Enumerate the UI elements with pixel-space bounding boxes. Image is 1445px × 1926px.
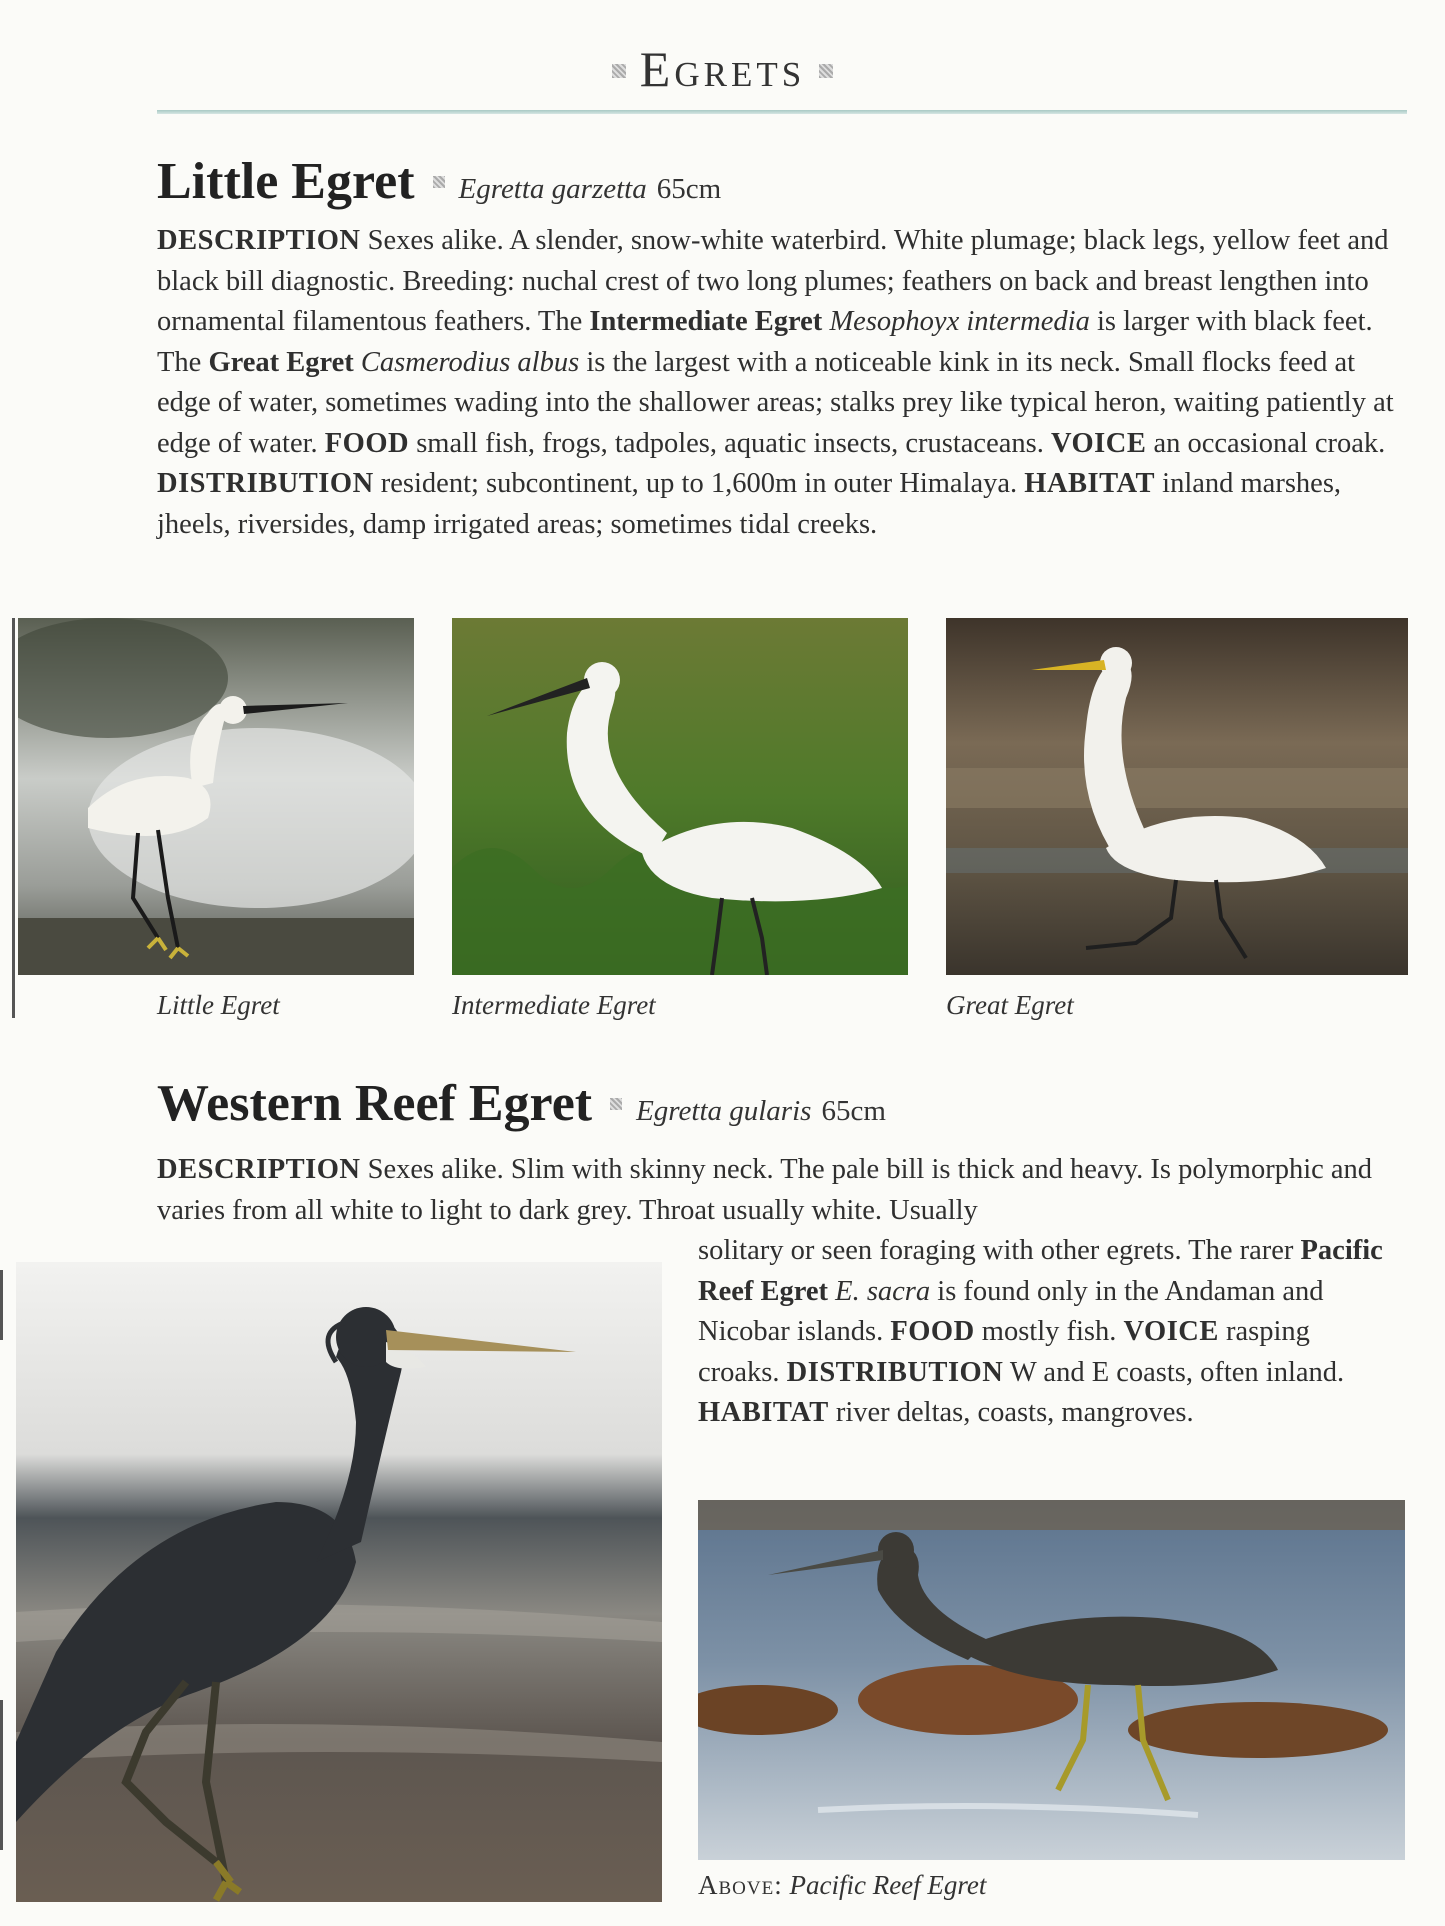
- description-text: is the largest with a noticeable kink in its neck. Small flocks feed at edge of water, sometimes wading into the shallower areas; stalks prey like typical heron, waiting patiently at edge of water.: [157, 346, 1394, 459]
- species-scientific-name: Egretta gularis: [636, 1095, 812, 1127]
- caption-text: Pacific Reef Egret: [789, 1870, 987, 1900]
- photo-pacific-reef-egret: [698, 1500, 1405, 1860]
- species-common-name: Western Reef Egret: [157, 1075, 593, 1132]
- description-text: solitary or seen foraging with other egrets. The rarer: [698, 1235, 1301, 1266]
- intermediate-egret-sci: Mesophoyx intermedia: [829, 306, 1090, 337]
- distribution-text: W and E coasts, often inland.: [1003, 1356, 1345, 1388]
- ornament-icon: [819, 64, 833, 78]
- description-text: is found only in the Andaman and Nicobar islands.: [698, 1275, 1324, 1347]
- great-egret-name: Great Egret: [208, 346, 354, 378]
- label-distribution: DISTRIBUTION: [157, 468, 374, 499]
- page-header: [0, 40, 1445, 98]
- photo-great-egret: [946, 618, 1408, 975]
- description-text: Sexes alike. A slender, snow-white waterbird. White plumage; black legs, yellow feet and black bill diagnostic. Breeding: nuchal crest of two long plumes; feathers on back and breast lengthen into ornamental filamentous feathers. The: [157, 225, 1389, 337]
- habitat-text: river deltas, coasts, mangroves.: [828, 1397, 1194, 1428]
- western-reef-egret-description-intro: [157, 1150, 1409, 1231]
- food-text: small fish, frogs, tadpoles, aquatic insects, crustaceans.: [409, 427, 1051, 459]
- ornament-icon: [433, 176, 445, 188]
- page-edge: [12, 618, 15, 1018]
- intermediate-egret-name: Intermediate Egret: [589, 306, 823, 337]
- label-description: DESCRIPTION: [157, 225, 361, 256]
- description-text: Sexes alike. Slim with skinny neck. The pale bill is thick and heavy. Is polymorphic and varies from all white to light to dark grey. Throat usually white. Usually: [157, 1154, 1373, 1226]
- caption-great-egret: Great Egret: [946, 990, 1074, 1020]
- caption-intermediate-egret: Intermediate Egret: [452, 990, 656, 1020]
- label-description: DESCRIPTION: [157, 1154, 361, 1185]
- label-voice: VOICE: [1050, 427, 1147, 459]
- page-title: Egrets: [639, 41, 806, 97]
- label-food: FOOD: [324, 427, 410, 459]
- pacific-reef-egret-sci: E. sacra: [835, 1275, 931, 1307]
- species-common-name: Little Egret: [157, 153, 415, 210]
- western-reef-egret-description-body: [698, 1231, 1398, 1434]
- voice-text: rasping croaks.: [698, 1316, 1310, 1388]
- little-egret-description: [157, 221, 1409, 545]
- page-edge: [0, 1700, 3, 1850]
- species-scientific-name: Egretta garzetta: [458, 173, 647, 205]
- ornament-icon: [612, 64, 626, 78]
- label-habitat: HABITAT: [1024, 468, 1156, 499]
- food-text: mostly fish.: [974, 1316, 1124, 1347]
- photo-western-reef-egret: [16, 1262, 662, 1902]
- distribution-text: resident; subcontinent, up to 1,600m in outer Himalaya.: [373, 468, 1025, 499]
- label-habitat: HABITAT: [698, 1397, 829, 1428]
- species-size: 65cm: [656, 173, 722, 205]
- photo-intermediate-egret: [452, 618, 908, 975]
- ornament-icon: [610, 1098, 622, 1110]
- great-egret-sci: Casmerodius albus: [360, 346, 580, 378]
- habitat-text: inland marshes, jheels, riversides, damp irrigated areas; sometimes tidal creeks.: [157, 468, 1342, 540]
- caption-pacific-reef-egret: [698, 1870, 986, 1901]
- caption-little-egret: Little Egret: [157, 990, 280, 1020]
- page-edge: [0, 1270, 3, 1340]
- voice-text: an occasional croak.: [1146, 427, 1386, 459]
- label-food: FOOD: [890, 1316, 975, 1347]
- species-heading-little-egret: [157, 152, 721, 211]
- photo-little-egret: [18, 618, 414, 975]
- pacific-reef-egret-name: Pacific Reef Egret: [698, 1235, 1383, 1307]
- label-distribution: DISTRIBUTION: [786, 1356, 1004, 1388]
- label-voice: VOICE: [1123, 1316, 1219, 1347]
- description-text: is larger with black feet. The: [157, 306, 1373, 378]
- species-size: 65cm: [821, 1095, 886, 1127]
- header-rule: [157, 110, 1407, 114]
- species-heading-western-reef-egret: [157, 1074, 886, 1133]
- caption-prefix: Above:: [698, 1870, 783, 1900]
